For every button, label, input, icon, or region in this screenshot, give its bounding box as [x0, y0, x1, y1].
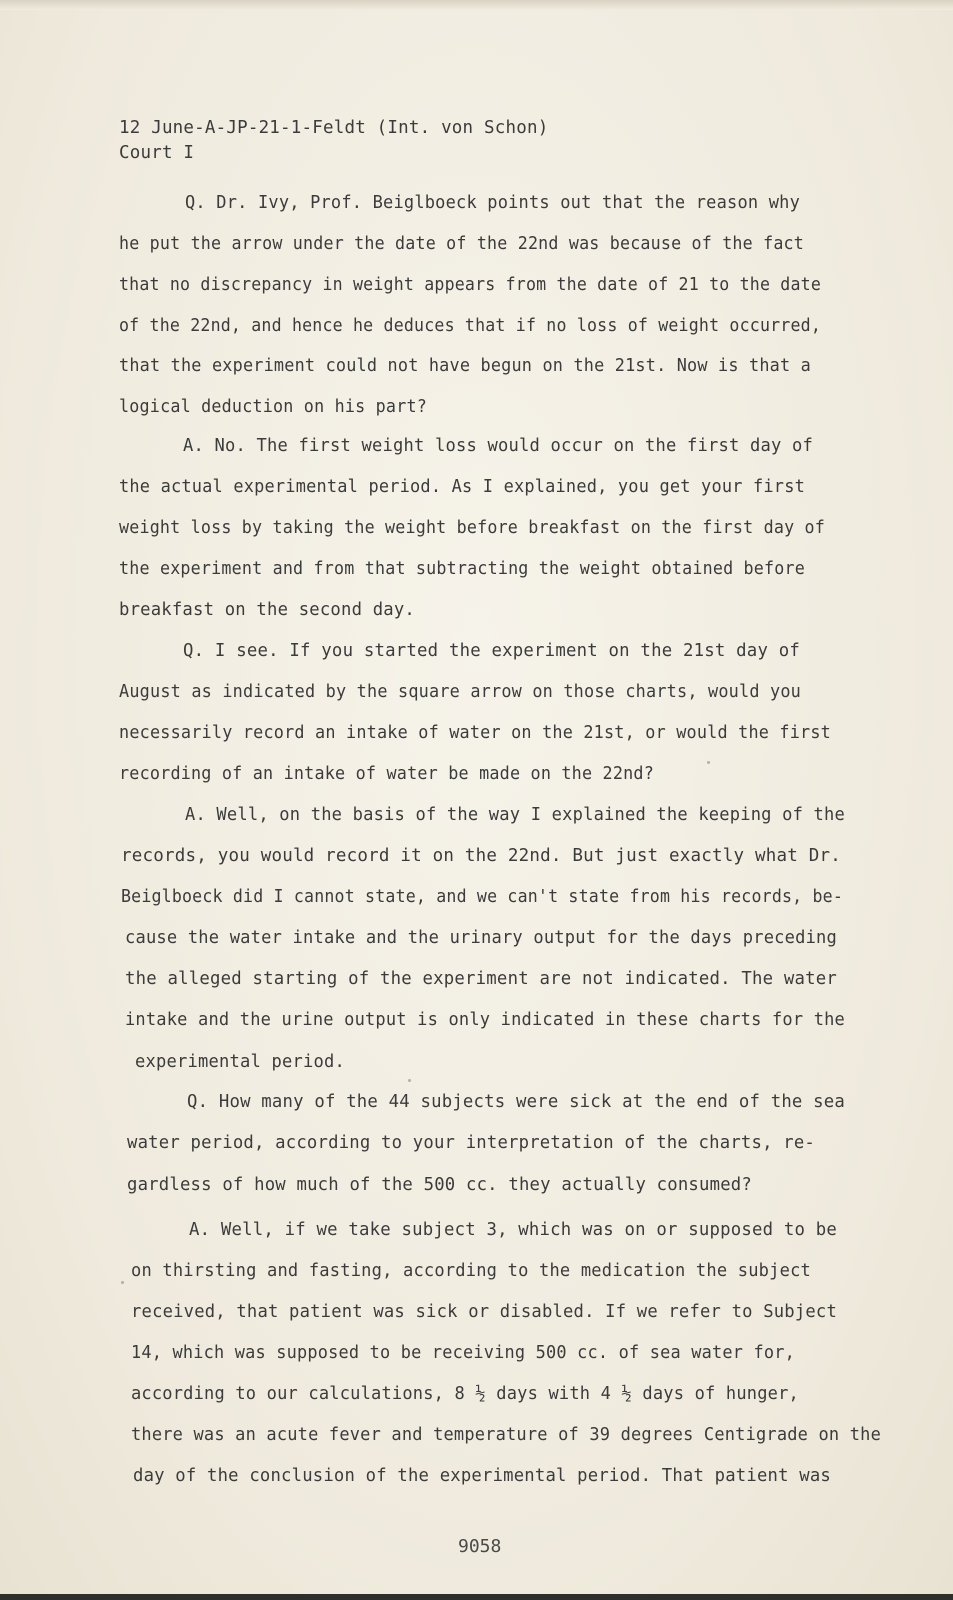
- transcript-line: day of the conclusion of the experimental period. That patient was: [133, 1466, 831, 1486]
- transcript-line: experimental period.: [135, 1052, 345, 1072]
- transcript-line: the alleged starting of the experiment are not indicated. The water: [125, 969, 837, 989]
- page-bottom-edge: [0, 1594, 953, 1600]
- transcript-line: that no discrepancy in weight appears from the date of 21 to the date: [119, 275, 821, 295]
- transcript-line: logical deduction on his part?: [119, 397, 427, 417]
- transcript-line: he put the arrow under the date of the 22nd was because of the fact: [119, 234, 804, 254]
- transcript-line: of the 22nd, and hence he deduces that if no loss of weight occurred,: [119, 316, 821, 336]
- transcript-line: weight loss by taking the weight before breakfast on the first day of: [119, 518, 825, 538]
- transcript-line: water period, according to your interpretation of the charts, re-: [127, 1133, 815, 1153]
- transcript-line: 14, which was supposed to be receiving 500 cc. of sea water for,: [131, 1343, 795, 1363]
- paper-speck: [408, 1079, 411, 1082]
- page-number: 9058: [458, 1536, 502, 1557]
- transcript-line: the experiment and from that subtracting the weight obtained before: [119, 559, 805, 579]
- transcript-line: A. No. The first weight loss would occur on the first day of: [183, 436, 813, 456]
- transcript-line: recording of an intake of water be made on the 22nd?: [119, 764, 654, 784]
- transcript-line: A. Well, if we take subject 3, which was on or supposed to be: [189, 1220, 837, 1240]
- transcript-line: the actual experimental period. As I explained, you get your first: [119, 477, 805, 497]
- header-case-reference: 12 June-A-JP-21-1-Feldt (Int. von Schon): [119, 118, 549, 138]
- transcript-line: cause the water intake and the urinary output for the days preceding: [125, 928, 837, 948]
- transcript-line: Q. How many of the 44 subjects were sick at the end of the sea: [187, 1092, 845, 1112]
- transcript-line: intake and the urine output is only indicated in these charts for the: [125, 1010, 845, 1030]
- transcript-line: gardless of how much of the 500 cc. they actually consumed?: [127, 1175, 752, 1195]
- transcript-line: August as indicated by the square arrow on those charts, would you: [119, 682, 801, 702]
- transcript-line: A. Well, on the basis of the way I explained the keeping of the: [185, 805, 845, 825]
- transcript-line: Q. Dr. Ivy, Prof. Beiglboeck points out that the reason why: [185, 193, 800, 213]
- transcript-line: necessarily record an intake of water on the 21st, or would the first: [119, 723, 831, 743]
- transcript-line: breakfast on the second day.: [119, 600, 415, 620]
- transcript-line: Q. I see. If you started the experiment on the 21st day of: [183, 641, 800, 661]
- transcript-line: according to our calculations, 8 ½ days with 4 ½ days of hunger,: [131, 1384, 799, 1404]
- transcript-line: that the experiment could not have begun on the 21st. Now is that a: [119, 356, 811, 376]
- document-header: [119, 116, 548, 166]
- transcript-line: Beiglboeck did I cannot state, and we can't state from his records, be-: [121, 887, 843, 907]
- page-top-edge: [0, 0, 953, 10]
- paper-speck: [707, 761, 710, 764]
- transcript-line: there was an acute fever and temperature of 39 degrees Centigrade on the: [131, 1425, 881, 1445]
- transcript-line: on thirsting and fasting, according to the medication the subject: [131, 1261, 811, 1281]
- paper-speck: [121, 1281, 124, 1284]
- header-court: Court I: [119, 143, 195, 163]
- transcript-line: received, that patient was sick or disabled. If we refer to Subject: [131, 1302, 837, 1322]
- transcript-line: records, you would record it on the 22nd. But just exactly what Dr.: [121, 846, 842, 866]
